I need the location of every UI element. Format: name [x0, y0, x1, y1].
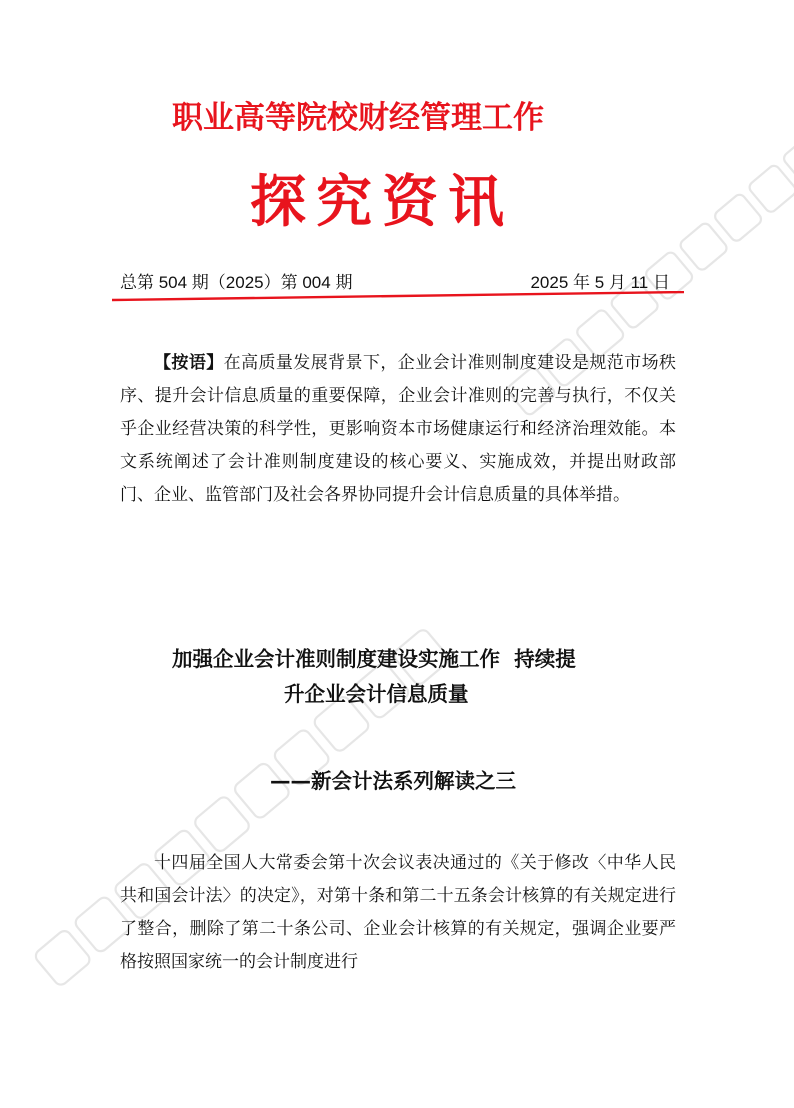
headline-line-2: 升企业会计信息质量 [284, 682, 469, 706]
masthead-title: 探究资讯 [250, 169, 514, 235]
editor-note [120, 347, 676, 512]
issue-date: 2025 年 5 月 11 日 [530, 273, 670, 292]
editor-note-tag: 【按语】 [154, 353, 224, 373]
issue-line [120, 268, 680, 292]
article-headline [172, 642, 672, 712]
headline-line-1: 加强企业会计准则制度建设实施工作 持续提 [172, 647, 576, 671]
article-body: 十四届全国人大常委会第十次会议表决通过的《关于修改〈中华人民共和国会计法〉的决定》，对第十条和第二十五条会计核算的有关规定进行了整合，删除了第二十条公司、企业会计核算的有关规定，强调企业要严格按照国家统一的会计制度进行 [120, 853, 676, 972]
article-subheadline: ——新会计法系列解读之三 [270, 769, 516, 793]
issue-number: 总第 504 期（2025）第 004 期 [120, 273, 353, 292]
masthead-divider [112, 291, 684, 303]
publication-name: 职业高等院校财经管理工作 [172, 100, 544, 136]
editor-note-text: 在高质量发展背景下，企业会计准则制度建设是规范市场秩序、提升会计信息质量的重要保障，企业会计准则的完善与执行，不仅关乎企业经营决策的科学性，更影响资本市场健康运行和经济治理效能。本文系统阐述了会计准则制度建设的核心要义、实施成效，并提出财政部门、企业、监管部门及社会各界协同提升会计信息质量的具体举措。 [120, 353, 676, 505]
